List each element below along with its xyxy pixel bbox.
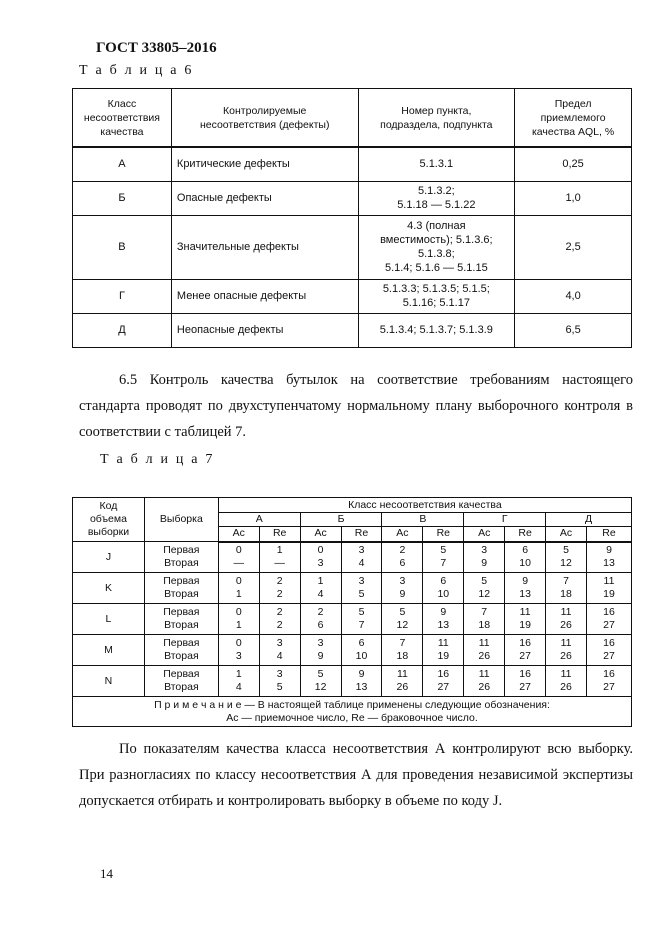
value-cell (423, 666, 464, 697)
value: 3 (399, 575, 406, 587)
aql-cell: 1,0 (515, 181, 632, 215)
stage-label: Вторая (164, 650, 199, 662)
table7-header-code: Код объема выборки (73, 498, 145, 542)
table7-ac-header: Ac (464, 527, 505, 542)
value: 26 (478, 681, 491, 693)
value: 13 (603, 557, 615, 570)
table-row (73, 181, 632, 215)
table6-header-row (73, 89, 632, 148)
value: 1 (276, 544, 283, 557)
class-cell: В (73, 215, 172, 279)
value: 16 (437, 668, 450, 680)
value: 6 (358, 637, 365, 649)
value: 0 (235, 606, 242, 618)
stage-label: Первая (163, 668, 200, 680)
value: — (233, 557, 245, 570)
table-row (73, 279, 632, 313)
value: 2 (276, 619, 283, 631)
sample-code-cell: J (73, 542, 145, 573)
value-cell (423, 604, 464, 635)
value: 19 (603, 588, 615, 600)
value: — (274, 557, 285, 570)
value: 11 (560, 606, 572, 618)
item-cell: 5.1.3.1 (358, 147, 515, 181)
defect-cell: Неопасные дефекты (171, 313, 358, 347)
value: 9 (358, 668, 365, 680)
value: 11 (478, 637, 490, 649)
value: 1 (235, 588, 242, 600)
table7-class-b: Б (300, 513, 382, 527)
value: 26 (560, 681, 572, 693)
table7-class-d: Д (546, 513, 632, 527)
value-cell (505, 573, 546, 604)
table7-class-v: В (382, 513, 464, 527)
table-row (73, 313, 632, 347)
value: 7 (358, 619, 365, 631)
value: 16 (519, 637, 531, 649)
value: 11 (603, 575, 615, 587)
note-line-2: Ac — приемочное число, Re — браковочное число. (226, 712, 478, 724)
value: 26 (560, 650, 572, 662)
value: 3 (235, 650, 242, 662)
sample-stage-cell (144, 542, 218, 573)
class-cell: Д (73, 313, 172, 347)
value: 9 (606, 544, 612, 557)
value: 16 (603, 668, 615, 680)
value: 16 (519, 668, 531, 680)
value: 26 (478, 650, 491, 662)
value: 5 (358, 588, 365, 600)
value-cell (546, 573, 587, 604)
value: 2 (317, 606, 324, 618)
table-row (73, 542, 632, 573)
value-cell (586, 542, 631, 573)
value-cell (586, 666, 631, 697)
value-cell (259, 666, 300, 697)
value: 27 (603, 650, 615, 662)
value-cell (218, 666, 259, 697)
table7-class-g: Г (464, 513, 546, 527)
value: 11 (519, 606, 531, 618)
value: 6 (522, 544, 529, 557)
table6-header-aql: Предел приемлемого качества AQL, % (515, 89, 632, 148)
value: 5 (317, 668, 324, 680)
value: 5 (563, 544, 569, 557)
value-cell (300, 604, 341, 635)
value-cell (382, 604, 423, 635)
stage-label: Первая (163, 637, 200, 649)
value: 2 (276, 606, 283, 618)
value-cell (341, 573, 382, 604)
stage-label: Первая (163, 575, 200, 587)
value-cell (586, 573, 631, 604)
table7-header-class: Класс несоответствия качества (218, 498, 631, 513)
sample-stage-cell (144, 604, 218, 635)
table7-ac-header: Ac (300, 527, 341, 542)
value: 5 (276, 681, 283, 693)
value: 12 (314, 681, 327, 693)
aql-cell: 0,25 (515, 147, 632, 181)
value: 7 (481, 606, 488, 618)
value: 1 (235, 668, 242, 680)
value: 19 (437, 650, 450, 662)
value: 19 (519, 619, 531, 631)
value-cell (259, 635, 300, 666)
value: 9 (481, 557, 488, 570)
value: 4 (276, 650, 283, 662)
value: 5 (358, 606, 365, 618)
value: 5 (481, 575, 488, 587)
value-cell (586, 604, 631, 635)
table-row (73, 604, 632, 635)
value-cell (546, 604, 587, 635)
table6-header-class: Класс несоответствия качества (73, 89, 172, 148)
value: 9 (522, 575, 529, 587)
class-cell: А (73, 147, 172, 181)
value: 13 (437, 619, 450, 631)
value-cell (300, 666, 341, 697)
stage-label: Вторая (164, 619, 199, 631)
value: 6 (317, 619, 324, 631)
item-cell: 4.3 (полная вместимость); 5.1.3.6; 5.1.3.8; 5.1.4; 5.1.6 — 5.1.15 (358, 215, 515, 279)
value: 27 (519, 650, 531, 662)
value: 11 (478, 668, 490, 680)
paragraph-class-a: По показателям качества класса несоответствия А контролируют всю выборку. При разногласиях по классу несоответствия А для проведения независимой экспертизы допускается отбирать и контролировать выборку в объеме по коду J. (79, 741, 633, 809)
value: 10 (355, 650, 368, 662)
table7 (72, 497, 632, 727)
table7-note-row (73, 697, 632, 727)
sample-stage-cell (144, 573, 218, 604)
defect-cell: Менее опасные дефекты (171, 279, 358, 313)
value: 2 (399, 544, 406, 557)
paragraph-6-5: 6.5 Контроль качества бутылок на соответствие требованиям настоящего стандарта проводят по двухступенчатому нормальному плану выборочного контроля в соответствии с таблицей 7. (79, 372, 633, 440)
value: 10 (519, 557, 531, 570)
value: 3 (481, 544, 488, 557)
defect-cell: Критические дефекты (171, 147, 358, 181)
value-cell (300, 573, 341, 604)
value: 0 (235, 637, 242, 649)
value-cell (505, 604, 546, 635)
value-cell (546, 542, 587, 573)
table6 (72, 88, 632, 348)
value: 1 (317, 575, 324, 587)
table-row (73, 147, 632, 181)
sample-code-cell: L (73, 604, 145, 635)
table6-label: Т а б л и ц а 6 (79, 63, 194, 78)
value: 3 (276, 668, 283, 680)
value: 3 (317, 637, 324, 649)
note-prefix: П р и м е ч а н и е (154, 699, 242, 711)
value-cell (341, 635, 382, 666)
value-cell (382, 666, 423, 697)
value-cell (505, 666, 546, 697)
value-cell (259, 542, 300, 573)
value-cell (464, 604, 505, 635)
value: 2 (276, 588, 283, 600)
sample-code-cell: M (73, 635, 145, 666)
value: 7 (399, 637, 406, 649)
value-cell (464, 542, 505, 573)
defect-cell: Опасные дефекты (171, 181, 358, 215)
table7-class-a: А (218, 513, 300, 527)
value: 11 (437, 637, 449, 649)
value: 0 (235, 544, 242, 557)
table7-re-header: Re (423, 527, 464, 542)
value-cell (341, 542, 382, 573)
value: 27 (519, 681, 531, 693)
value: 4 (235, 681, 242, 693)
value-cell (546, 635, 587, 666)
value: 11 (560, 637, 572, 649)
value-cell (341, 666, 382, 697)
value: 27 (603, 619, 615, 631)
value: 16 (603, 606, 615, 618)
value-cell (259, 604, 300, 635)
value: 11 (396, 668, 408, 680)
value-cell (586, 635, 631, 666)
value: 5 (399, 606, 406, 618)
value: 3 (358, 544, 365, 557)
stage-label: Первая (163, 544, 200, 556)
value-cell (382, 542, 423, 573)
sample-stage-cell (144, 666, 218, 697)
value-cell (218, 635, 259, 666)
value: 4 (358, 557, 365, 570)
value: 11 (560, 668, 572, 680)
value-cell (505, 542, 546, 573)
class-cell: Б (73, 181, 172, 215)
stage-label: Вторая (164, 681, 199, 693)
value: 2 (276, 575, 283, 587)
value-cell (464, 573, 505, 604)
item-cell: 5.1.3.2; 5.1.18 — 5.1.22 (358, 181, 515, 215)
value: 9 (399, 588, 406, 600)
value-cell (546, 666, 587, 697)
table-row (73, 635, 632, 666)
table7-header-sample: Выборка (144, 498, 218, 542)
value: 3 (276, 637, 283, 649)
value-cell (505, 635, 546, 666)
value: 7 (440, 557, 447, 570)
aql-cell: 6,5 (515, 313, 632, 347)
value-cell (464, 666, 505, 697)
table7-label: Т а б л и ц а 7 (100, 452, 215, 467)
value: 3 (358, 575, 365, 587)
value-cell (423, 635, 464, 666)
table6-header-item: Номер пункта, подраздела, подпункта (358, 89, 515, 148)
aql-cell: 2,5 (515, 215, 632, 279)
value: 0 (317, 544, 324, 557)
item-cell: 5.1.3.3; 5.1.3.5; 5.1.5; 5.1.16; 5.1.17 (358, 279, 515, 313)
table-row (73, 573, 632, 604)
value: 13 (519, 588, 531, 600)
table7-ac-header: Ac (546, 527, 587, 542)
table-row (73, 215, 632, 279)
value-cell (423, 542, 464, 573)
value: 4 (317, 588, 324, 600)
table7-header-row-1 (73, 498, 632, 513)
sample-stage-cell (144, 635, 218, 666)
value-cell (218, 542, 259, 573)
value-cell (382, 573, 423, 604)
value: 12 (560, 557, 572, 570)
value: 18 (478, 619, 491, 631)
value: 6 (399, 557, 406, 570)
value: 26 (396, 681, 409, 693)
value-cell (218, 604, 259, 635)
stage-label: Вторая (164, 557, 199, 569)
class-cell: Г (73, 279, 172, 313)
value: 1 (235, 619, 242, 631)
table-row (73, 666, 632, 697)
value-cell (300, 635, 341, 666)
table7-ac-header: Ac (382, 527, 423, 542)
value-cell (382, 635, 423, 666)
value: 7 (563, 575, 569, 587)
value: 3 (317, 557, 324, 570)
value-cell (259, 573, 300, 604)
value: 18 (560, 588, 572, 600)
sample-code-cell: K (73, 573, 145, 604)
value: 27 (437, 681, 450, 693)
table6-header-defects: Контролируемые несоответствия (дефекты) (171, 89, 358, 148)
table7-note (73, 697, 632, 727)
table7-re-header: Re (341, 527, 382, 542)
sample-code-cell: N (73, 666, 145, 697)
table7-re-header: Re (505, 527, 546, 542)
page-number: 14 (100, 866, 113, 881)
stage-label: Первая (163, 606, 200, 618)
value: 9 (440, 606, 447, 618)
table7-re-header: Re (586, 527, 631, 542)
document-header: ГОСТ 33805–2016 (96, 40, 217, 56)
value-cell (423, 573, 464, 604)
value: 18 (396, 650, 409, 662)
value: 27 (603, 681, 615, 693)
defect-cell: Значительные дефекты (171, 215, 358, 279)
value-cell (218, 573, 259, 604)
value: 26 (560, 619, 572, 631)
value-cell (464, 635, 505, 666)
item-cell: 5.1.3.4; 5.1.3.7; 5.1.3.9 (358, 313, 515, 347)
value: 9 (317, 650, 324, 662)
note-line-1: — В настоящей таблице применены следующие обозначения: (241, 699, 550, 711)
value: 12 (478, 588, 491, 600)
table7-ac-header: Ac (218, 527, 259, 542)
stage-label: Вторая (164, 588, 199, 600)
value: 12 (396, 619, 409, 631)
value-cell (300, 542, 341, 573)
value: 13 (355, 681, 368, 693)
value: 10 (437, 588, 450, 600)
aql-cell: 4,0 (515, 279, 632, 313)
value: 0 (235, 575, 242, 587)
value-cell (341, 604, 382, 635)
table7-re-header: Re (259, 527, 300, 542)
value: 16 (603, 637, 615, 649)
value: 6 (440, 575, 447, 587)
value: 5 (440, 544, 447, 557)
